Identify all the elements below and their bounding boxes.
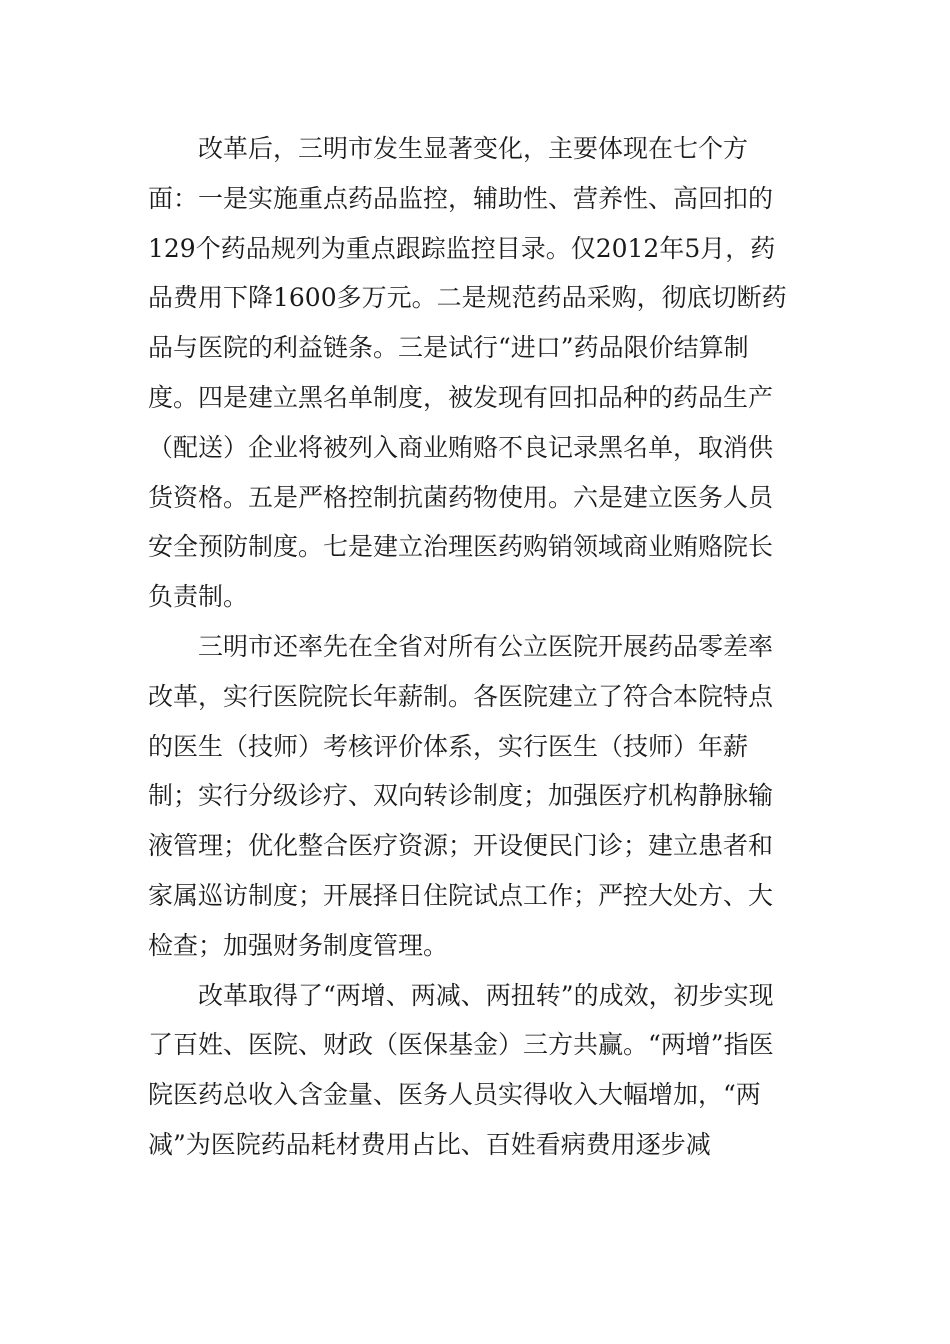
text-line: 改革取得了“两增、两减、两扭转”的成效，初步实现 [198,980,774,1010]
paragraph-hospital-reform [148,622,798,971]
text-line: 的医生（技师）考核评价体系，实行医生（技师）年薪 [148,731,749,761]
text-line: 品与医院的利益链条。三是试行“进口”药品限价结算制 [148,333,749,363]
text-line: 制；实行分级诊疗、双向转诊制度；加强医疗机构静脉输 [148,781,774,811]
text-line: 货资格。五是严格控制抗菌药物使用。六是建立医务人员 [148,482,774,512]
text-line: 院医药总收入含金量、医务人员实得收入大幅增加，“两 [148,1080,761,1110]
text-line: 改革后，三明市发生显著变化，主要体现在七个方 [198,134,749,163]
text-line: 面：一是实施重点药品监控，辅助性、营养性、高回扣的 [148,183,774,213]
text-line: 安全预防制度。七是建立治理医药购销领域商业贿赂院长 [148,532,774,562]
document-body [148,124,798,1170]
text-line: 检查；加强财务制度管理。 [148,930,449,960]
paragraph-reform-results [148,971,798,1170]
text-line: 度。四是建立黑名单制度，被发现有回扣品种的药品生产 [148,382,774,412]
text-line: 改革，实行医院院长年薪制。各医院建立了符合本院特点 [148,681,774,711]
text-line: 品费用下降1600多万元。二是规范药品采购，彻底切断药 [148,283,787,313]
text-line: （配送）企业将被列入商业贿赂不良记录黑名单，取消供 [148,432,774,462]
paragraph-reform-changes [148,124,798,622]
text-line: 负责制。 [148,582,249,612]
text-line: 129个药品规列为重点跟踪监控目录。仅2012年5月，药 [148,233,776,263]
text-line: 减”为医院药品耗材费用占比、百姓看病费用逐步减 [148,1129,711,1159]
text-line: 三明市还率先在全省对所有公立医院开展药品零差率 [198,631,774,661]
text-line: 了百姓、医院、财政（医保基金）三方共赢。“两增”指医 [148,1030,774,1060]
text-line: 液管理；优化整合医疗资源；开设便民门诊；建立患者和 [148,831,774,861]
text-line: 家属巡访制度；开展择日住院试点工作；严控大处方、大 [148,880,774,910]
